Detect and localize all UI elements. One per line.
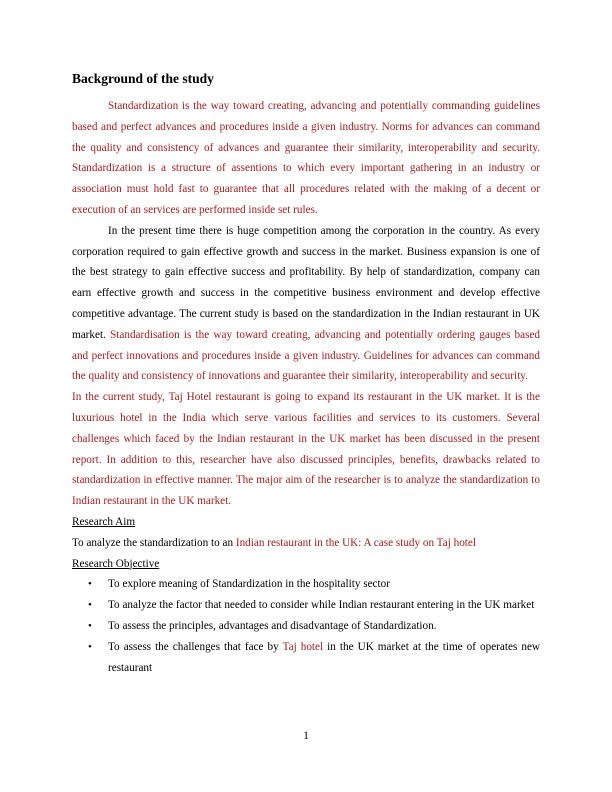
paragraph-standardization-definition: Standardization is the way toward creating, advancing and potentially commanding guidelines based and perfect advances and procedures inside a given industry. Norms for advances can command the quality and consistency of advances and guarantee their similarity, interoperability and security. Standardization is a structure of assentions to which every important gathering in an industry or association must hold fast to guarantee that all procedures related with the making of a decent or execution of an services are performed inside set rules. bbox=[72, 100, 540, 216]
research-aim-text-plain: To analyze the standardization to an bbox=[72, 536, 236, 549]
bullet-icon: • bbox=[88, 578, 92, 591]
list-item-text: To assess the principles, advantages and disadvantage of Standardization. bbox=[108, 619, 437, 632]
paragraph-current-study: In the current study, Taj Hotel restaurant is going to expand its restaurant in the UK market. It is the luxurious hotel in the India which serve various facilities and services to its customers. Several challenges which faced by the Indian restaurant in the UK market has been discussed in the present report. In addition to this, researcher have also discussed principles, benefits, drawbacks related to standardization in effective manner. The major aim of the researcher is to analyze the standardization to Indian restaurant in the UK market. bbox=[72, 391, 540, 508]
research-aim-heading: Research Aim bbox=[72, 515, 136, 528]
paragraph-competition bbox=[72, 221, 540, 387]
research-objective-heading: Research Objective bbox=[72, 557, 160, 570]
bullet-icon: • bbox=[88, 619, 92, 632]
section-heading: Background of the study bbox=[72, 71, 214, 86]
list-item-text: To explore meaning of Standardization in the hospitality sector bbox=[108, 578, 390, 591]
objectives-list bbox=[72, 574, 540, 678]
list-item bbox=[72, 595, 540, 616]
document-page bbox=[72, 70, 540, 678]
list-item-text-highlight: Taj hotel bbox=[282, 640, 324, 653]
paragraph-competition-text: In the present time there is huge competition among the corporation in the country. As every corporation required to gain effective growth and success in the market. Business expansion is one of the best strategy to gain effective success and profitability. By help of standardization, company can earn effective growth and success in the competitive business environment and develop effective competitive advantage. The current study is based on the standardization in the Indian restaurant in UK market. bbox=[72, 224, 540, 341]
paragraph-competition-highlight: Standardisation is the way toward creating, advancing and potentially ordering gauges based and perfect innovations and procedures inside a given industry. Guidelines for advances can command the quality and consistency of innovations and guarantee their similarity, interoperability and security. bbox=[72, 328, 541, 383]
page-number: 1 bbox=[303, 730, 309, 742]
list-item bbox=[72, 574, 540, 595]
list-item bbox=[72, 616, 540, 637]
list-item-text-before: To assess the challenges that face by bbox=[108, 640, 283, 653]
bullet-icon: • bbox=[88, 599, 92, 612]
research-aim-text bbox=[72, 533, 540, 554]
list-item bbox=[72, 637, 540, 679]
list-item-text-after: in the UK market at the time of operates new restaurant bbox=[108, 640, 540, 674]
research-aim-text-highlight: Indian restaurant in the UK: A case study on Taj hotel bbox=[235, 536, 476, 549]
bullet-icon: • bbox=[88, 640, 92, 653]
list-item-text: To analyze the factor that needed to consider while Indian restaurant entering in the UK market bbox=[108, 599, 535, 612]
